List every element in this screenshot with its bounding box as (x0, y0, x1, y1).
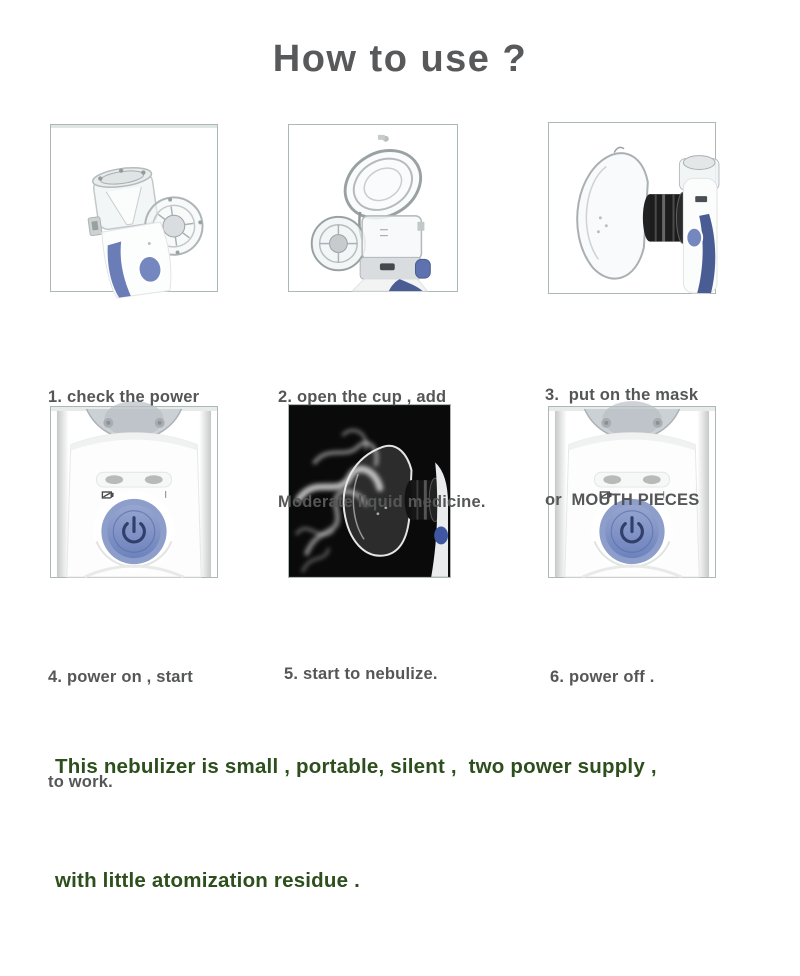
caption-line: Moderate liquid medicine. (278, 493, 486, 511)
caption-step-3 (545, 308, 699, 588)
caption-line: 4. power on , start (48, 668, 193, 686)
step-photo-2 (288, 124, 458, 292)
caption-line: 3. put on the mask (545, 386, 699, 404)
nebulizer-lid-open-icon (289, 125, 457, 291)
note-line-2: with little atomization residue . (55, 869, 361, 892)
page-title: How to use ? (272, 38, 528, 80)
caption-line: 1. check the power (48, 388, 200, 406)
step-photo-1 (50, 124, 218, 292)
caption-line: 5. start to nebulize. (284, 665, 438, 683)
nebulizer-open-cap-icon (51, 125, 217, 291)
caption-line: to work. (48, 773, 113, 791)
mesh-disc-icon (312, 217, 365, 270)
caption-step-2 (278, 310, 486, 590)
step-photo-3 (548, 122, 716, 294)
note-line-1: This nebulizer is small , portable, silent , two power supply , (55, 755, 657, 778)
device-body (101, 221, 174, 298)
caption-line: or MOUTH PIECES (545, 491, 700, 509)
caption-line: 6. power off . (550, 668, 655, 686)
caption-step-1 (48, 310, 199, 555)
caption-line: 2. open the cup , add (278, 388, 447, 406)
device-body (352, 257, 430, 291)
medicine-cup-icon (362, 216, 424, 259)
nebulizer-with-mask-icon (549, 123, 715, 293)
note-text (55, 672, 657, 976)
device-body (679, 156, 719, 293)
